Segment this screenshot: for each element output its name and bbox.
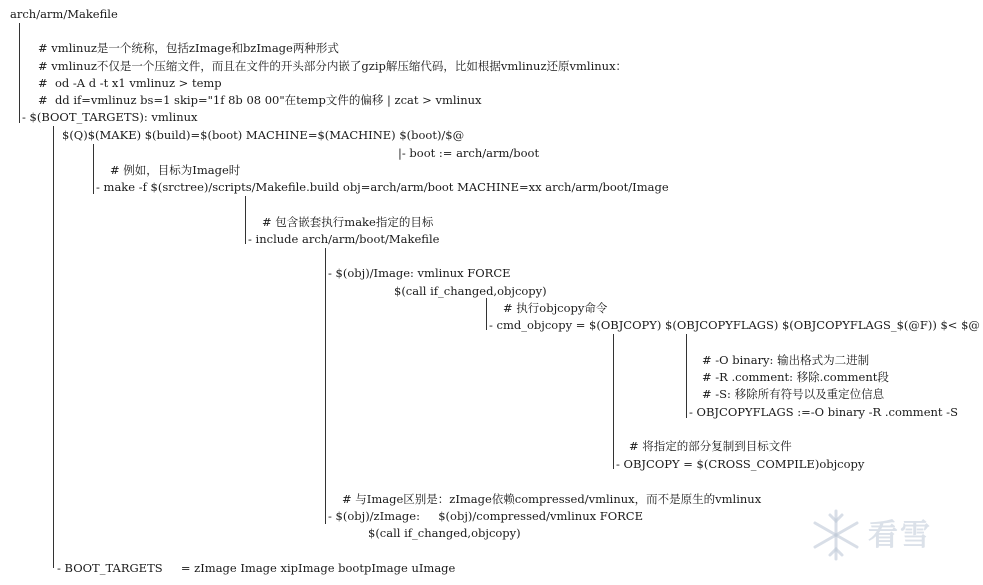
tree-line-root bbox=[19, 23, 20, 123]
code-line: - OBJCOPYFLAGS :=-O binary -R .comment -S bbox=[689, 405, 958, 419]
comment-line: # 例如，目标为Image时 bbox=[110, 163, 241, 177]
snowflake-logo-icon bbox=[806, 505, 866, 565]
code-line: - make -f $(srctree)/scripts/Makefile.build obj=arch/arm/boot MACHINE=xx arch/arm/boot/Image bbox=[96, 180, 669, 194]
comment-line: # 将指定的部分复制到目标文件 bbox=[629, 439, 792, 453]
code-line: $(call if_changed,objcopy) bbox=[368, 526, 521, 540]
comment-line: # dd if=vmlinuz bs=1 skip="1f 8b 08 00"在temp文件的偏移 | zcat > vmlinux bbox=[38, 93, 482, 107]
comment-line: # 包含嵌套执行make指定的目标 bbox=[262, 215, 434, 229]
comment-line: # vmlinuz是一个统称，包括zImage和bzImage两种形式 bbox=[38, 41, 339, 55]
code-line: - cmd_objcopy = $(OBJCOPY) $(OBJCOPYFLAGS) $(OBJCOPYFLAGS_$(@F)) $< $@ bbox=[489, 318, 980, 332]
code-line: |- boot := arch/arm/boot bbox=[398, 146, 540, 160]
comment-line: # vmlinuz不仅是一个压缩文件，而且在文件的开头部分内嵌了gzip解压缩代码，比如根据vmlinuz还原vmlinux： bbox=[38, 59, 628, 73]
comment-line: # 与Image区别是：zImage依赖compressed/vmlinux，而不是原生的vmlinux bbox=[342, 492, 762, 506]
comment-line: # -R .comment: 移除.comment段 bbox=[702, 370, 889, 384]
tree-line-level6b bbox=[686, 334, 687, 418]
tree-line-level3 bbox=[245, 196, 246, 244]
code-line: - $(obj)/zImage: $(obj)/compressed/vmlinux FORCE bbox=[328, 509, 644, 523]
code-line: - BOOT_TARGETS = zImage Image xipImage bootpImage uImage bbox=[57, 561, 456, 575]
rule-line: - $(BOOT_TARGETS): vmlinux bbox=[22, 110, 198, 124]
file-title: arch/arm/Makefile bbox=[10, 7, 118, 21]
code-line: $(Q)$(MAKE) $(build)=$(boot) MACHINE=$(MACHINE) $(boot)/$@ bbox=[62, 128, 465, 142]
tree-line-level4 bbox=[325, 248, 326, 524]
code-line: $(call if_changed,objcopy) bbox=[394, 284, 547, 298]
tree-line-level2 bbox=[93, 144, 94, 194]
comment-line: # -O binary: 输出格式为二进制 bbox=[702, 353, 870, 367]
tree-line-level6a bbox=[613, 334, 614, 469]
watermark-text: 看雪 bbox=[868, 518, 932, 553]
tree-line-level1 bbox=[53, 126, 54, 568]
comment-line: # od -A d -t x1 vmlinuz > temp bbox=[38, 76, 222, 90]
code-line: - include arch/arm/boot/Makefile bbox=[248, 232, 440, 246]
code-line: - $(obj)/Image: vmlinux FORCE bbox=[328, 266, 511, 280]
comment-line: # 执行objcopy命令 bbox=[503, 301, 608, 315]
tree-line-level5 bbox=[486, 298, 487, 330]
comment-line: # -S: 移除所有符号以及重定位信息 bbox=[702, 387, 885, 401]
code-line: - OBJCOPY = $(CROSS_COMPILE)objcopy bbox=[616, 457, 865, 471]
